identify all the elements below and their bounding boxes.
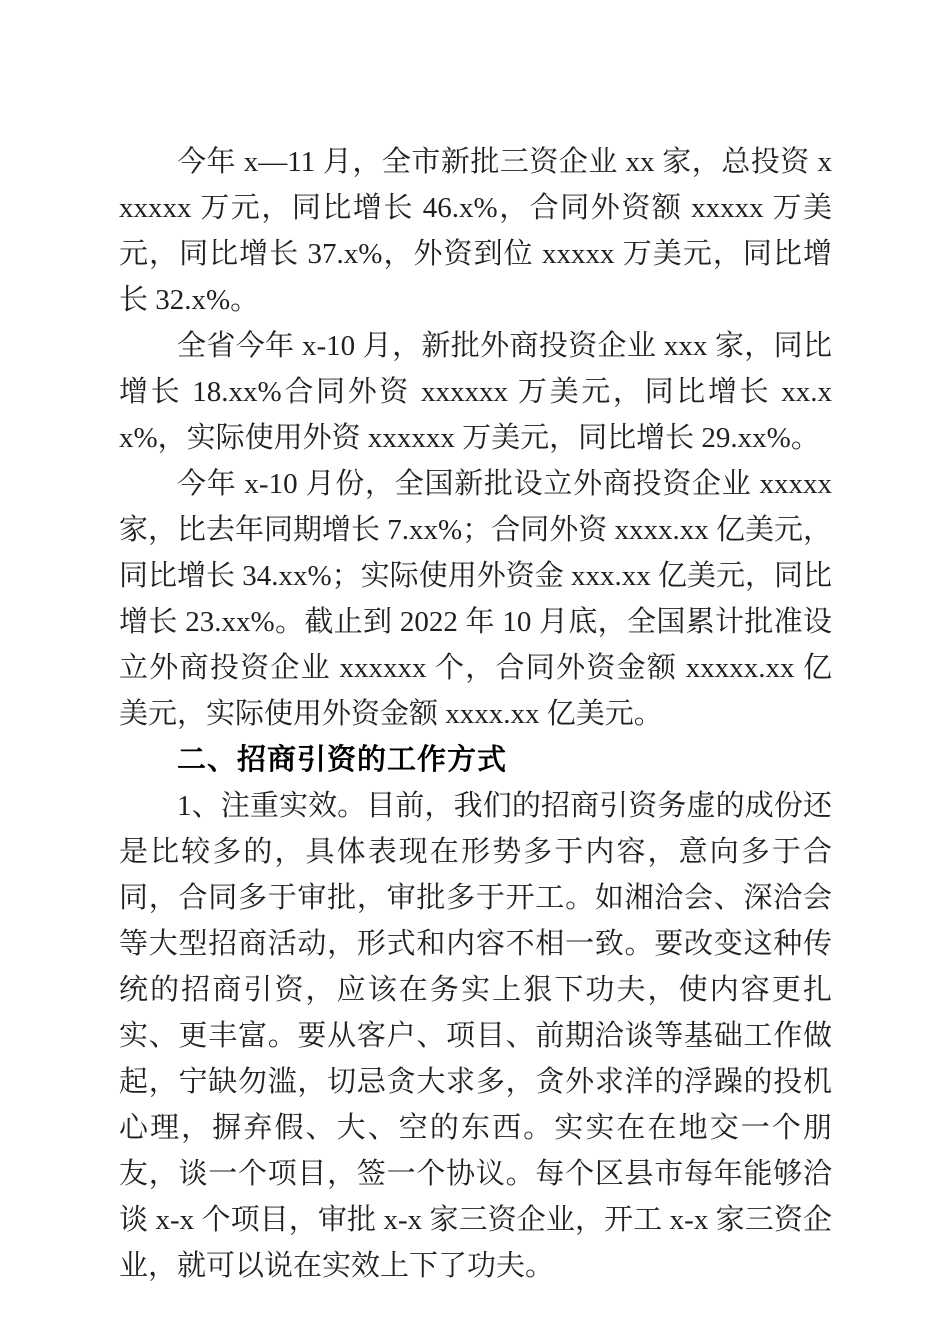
document-body [119,139,832,1289]
paragraph-province-foreign-investment-stats: 全省今年 x-10 月，新批外商投资企业 xxx 家，同比增长 18.xx%合同外资 xxxxxx 万美元，同比增长 xx.xx%，实际使用外资 xxxxxx 万美元，同比增长 29.xx%。 [119,330,832,454]
paragraph-national-foreign-investment-stats: 今年 x-10 月份，全国新批设立外商投资企业 xxxxx 家，比去年同期增长 7.xx%；合同外资 xxxx.xx 亿美元，同比增长 34.xx%；实际使用外资金 xxx.xx 亿美元，同比增长 23.xx%。截止到 2022 年 10 月底，全国累计批准设立外商投资企业 xxxxxx 个，合同外资金额 xxxxx.xx 亿美元，实际使用外资金额 xxxx.xx 亿美元。 [119,468,832,730]
section-heading-work-methods: 二、招商引资的工作方式 [177,744,508,776]
paragraph-point-1-practical-results: 1、注重实效。目前，我们的招商引资务虚的成份还是比较多的，具体表现在形势多于内容，意向多于合同，合同多于审批，审批多于开工。如湘洽会、深洽会等大型招商活动，形式和内容不相一致。要改变这种传统的招商引资，应该在务实上狠下功夫，使内容更扎实、更丰富。要从客户、项目、前期洽谈等基础工作做起，宁缺勿滥，切忌贪大求多，贪外求洋的浮躁的投机心理，摒弃假、大、空的东西。实实在在地交一个朋友，谈一个项目，签一个协议。每个区县市每年能够洽谈 x-x 个项目，审批 x-x 家三资企业，开工 x-x 家三资企业，就可以说在实效上下了功夫。 [119,790,832,1282]
paragraph-city-foreign-investment-stats: 今年 x—11 月，全市新批三资企业 xx 家，总投资 xxxxxx 万元，同比增长 46.x%，合同外资额 xxxxx 万美元，同比增长 37.x%，外资到位 xxxxx 万美元，同比增长 32.x%。 [119,146,832,316]
